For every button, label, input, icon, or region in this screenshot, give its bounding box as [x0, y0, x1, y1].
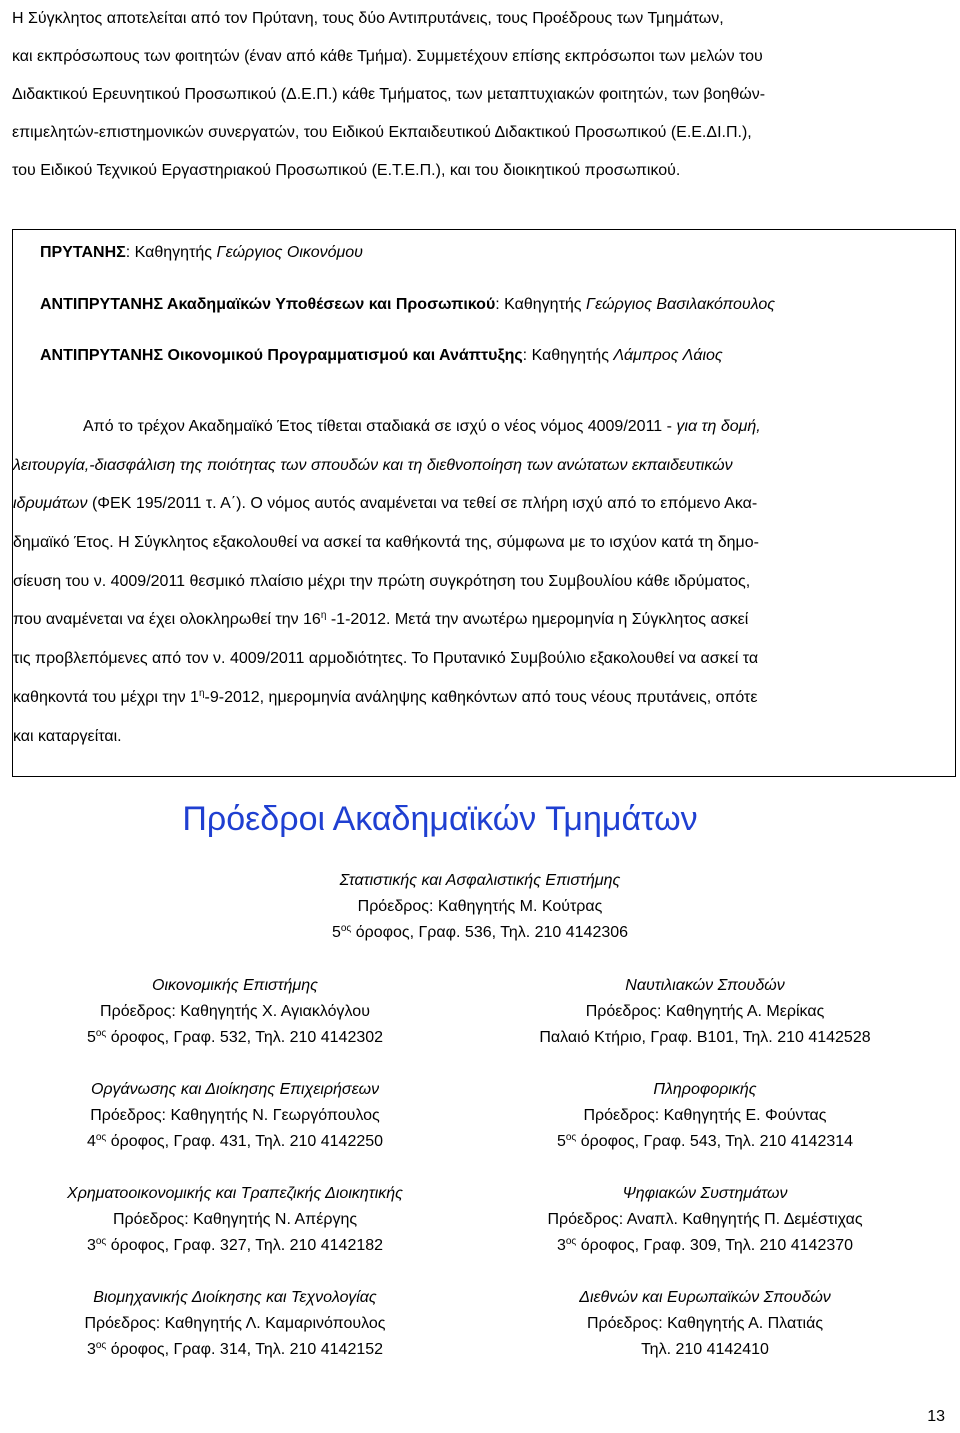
department-name: Οργάνωσης και Διοίκησης Επιχειρήσεων — [90, 1081, 380, 1098]
department-office: $5^{o\varsigma}$ όροφος, Γραφ. 532, Τηλ. 210 4142302 — [86, 1028, 384, 1046]
department-name: Πληροφορικής — [653, 1081, 757, 1098]
department-office: $3^{o\varsigma}$ όροφος, Γραφ. 327, Τηλ. 210 4142182 — [86, 1236, 384, 1254]
department-block — [495, 1181, 915, 1259]
officer-separator: : — [495, 296, 505, 313]
department-chair: Πρόεδρος: Καθηγητής Ε. Φούντας — [583, 1107, 827, 1124]
rector-line — [40, 244, 363, 262]
officer-rank: Καθηγητής — [531, 347, 614, 364]
department-name: Διεθνών και Ευρωπαϊκών Σπουδών — [579, 1289, 831, 1306]
department-office: $4^{o\varsigma}$ όροφος, Γραφ. 431, Τηλ. 210 4142250 — [86, 1132, 384, 1150]
department-block — [495, 1285, 915, 1363]
department-office: Παλαιό Κτήριο, Γραφ. Β101, Τηλ. 210 4142528 — [539, 1029, 871, 1046]
intro-line: Διδακτικού Ερευνητικού Προσωπικού (Δ.Ε.Π.) κάθε Τμήματος, των μεταπτυχιακών φοιτητών, των βοηθών- — [12, 86, 766, 103]
department-chair: Πρόεδρος: Αναπλ. Καθηγητής Π. Δεμέστιχας — [547, 1211, 863, 1228]
officer-separator: : — [125, 244, 135, 261]
paragraph-line: λειτουργία,-διασφάλιση της ποιότητας των σπουδών και τη διεθνοποίηση των ανώτατων εκπαιδευτικών — [13, 456, 733, 474]
intro-line: επιμελητών-επιστημονικών συνεργατών, του Ειδικού Εκπαιδευτικού Διδακτικού Προσωπικού (Ε.Ε.ΔΙ.Π.), — [12, 124, 752, 141]
paragraph-line: και καταργείται. — [13, 727, 122, 745]
officer-rank: Καθηγητής — [134, 244, 217, 261]
department-block — [30, 1285, 440, 1363]
department-name: Ψηφιακών Συστημάτων — [622, 1185, 788, 1202]
department-name: Χρηματοοικονομικής και Τραπεζικής Διοικητικής — [67, 1185, 403, 1202]
department-block — [495, 1077, 915, 1155]
officer-separator: : — [522, 347, 532, 364]
department-chair: Πρόεδρος: Καθηγητής Μ. Κούτρας — [357, 898, 603, 915]
department-block — [30, 1077, 440, 1155]
intro-paragraph — [12, 0, 948, 190]
section-heading-text: Πρόεδροι Ακαδημαϊκών Τμημάτων — [182, 800, 698, 838]
department-chair: Πρόεδρος: Καθηγητής Α. Πλατιάς — [586, 1315, 824, 1332]
paragraph-line: καθηκοντά του μέχρι την $1^\eta-9-2012$, ημερομηνία ανάληψης καθηκόντων από τους νέους πρυτάνεις, οπότε — [13, 687, 758, 706]
officer-title: ΑΝΤΙΠΡΥΤΑΝΗΣ Ακαδημαϊκών Υποθέσεων και Προσωπικού — [40, 296, 496, 313]
page-number: 13 — [927, 1408, 945, 1425]
paragraph-line: δημαϊκό Έτος. Η Σύγκλητος εξακολουθεί να ασκεί τα καθήκοντά της, σύμφωνα με το ισχύον κατά τη δημο- — [13, 534, 759, 552]
department-office: $5^{o\varsigma}$ όροφος, Γραφ. 536, Τηλ. 210 4142306 — [331, 923, 629, 941]
department-block — [30, 973, 440, 1051]
officer-name: Γεώργιος Βασιλακόπουλος — [585, 296, 776, 313]
intro-line: και εκπρόσωπους των φοιτητών (έναν από κάθε Τμήμα). Συμμετέχουν επίσης εκπρόσωποι των μελών του — [12, 48, 763, 65]
paragraph-line: τις προβλεπόμενες από τον ν. 4009/2011 αρμοδιότητες. Το Πρυτανικό Συμβούλιο εξακολουθεί να ασκεί τα — [13, 650, 759, 668]
intro-line: του Ειδικού Τεχνικού Εργαστηριακού Προσωπικού (Ε.Τ.Ε.Π.), και του διοικητικού προσωπικού. — [12, 162, 681, 179]
paragraph-line: που αναμένεται να έχει ολοκληρωθεί την $16^\eta$ -1-2012. Μετά την ανωτέρω ημερομηνία η Σύγκλητος ασκεί — [13, 610, 749, 629]
department-name: Στατιστικής και Ασφαλιστικής Επιστήμης — [339, 872, 621, 889]
paragraph-line: Από το τρέχον Ακαδημαϊκό Έτος τίθεται σταδιακά σε ισχύ ο νέος νόμος 4009/2011 - για τη δομή, — [83, 418, 761, 435]
department-block — [30, 1181, 440, 1259]
paragraph-line: ιδρυμάτων (ΦΕΚ 195/2011 τ. Α΄). Ο νόμος αυτός αναμένεται να τεθεί σε πλήρη ισχύ από το επόμενο Ακα- — [13, 495, 758, 513]
officer-title: ΠΡΥΤΑΝΗΣ — [40, 244, 126, 261]
officer-name: Γεώργιος Οικονόμου — [216, 244, 363, 261]
officer-title: ΑΝΤΙΠΡΥΤΑΝΗΣ Οικονομικού Προγραμματισμού και Ανάπτυξης — [40, 347, 523, 364]
department-block — [495, 973, 915, 1051]
officer-rank: Καθηγητής — [504, 296, 586, 313]
officer-name: Λάμπρος Λάιος — [613, 347, 723, 364]
department-chair: Πρόεδρος: Καθηγητής Λ. Καμαρινόπουλος — [84, 1315, 386, 1332]
department-chair: Πρόεδρος: Καθηγητής Ν. Γεωργόπουλος — [90, 1107, 380, 1124]
section-heading — [0, 800, 960, 839]
department-chair: Πρόεδρος: Καθηγητής Α. Μερίκας — [585, 1003, 825, 1020]
department-office: $3^{o\varsigma}$ όροφος, Γραφ. 314, Τηλ. 210 4142152 — [86, 1340, 384, 1358]
department-office: $3^{o\varsigma}$ όροφος, Γραφ. 309, Τηλ. 210 4142370 — [556, 1236, 854, 1254]
department-chair: Πρόεδρος: Καθηγητής Χ. Αγιακλόγλου — [100, 1003, 370, 1020]
department-office: $5^{o\varsigma}$ όροφος, Γραφ. 543, Τηλ. 210 4142314 — [556, 1132, 854, 1150]
department-name: Ναυτιλιακών Σπουδών — [625, 977, 785, 994]
law-paragraph — [13, 408, 943, 756]
vice-rector-finance-line — [40, 347, 723, 365]
intro-line: Η Σύγκλητος αποτελείται από τον Πρύτανη, τους δύο Αντιπρυτάνεις, τους Προέδρους των Τμημάτων, — [12, 10, 724, 27]
department-block — [280, 868, 680, 946]
department-office: Τηλ. 210 4142410 — [641, 1341, 769, 1358]
department-chair: Πρόεδρος: Καθηγητής Ν. Απέργης — [112, 1211, 358, 1228]
paragraph-line: σίευση του ν. 4009/2011 θεσμικό πλαίσιο μέχρι την πρώτη συγκρότηση του Συμβουλίου κάθε ιδρύματος, — [13, 572, 751, 590]
department-name: Οικονομικής Επιστήμης — [152, 977, 318, 994]
vice-rector-academic-line — [40, 296, 775, 314]
department-name: Βιομηχανικής Διοίκησης και Τεχνολογίας — [93, 1289, 377, 1306]
